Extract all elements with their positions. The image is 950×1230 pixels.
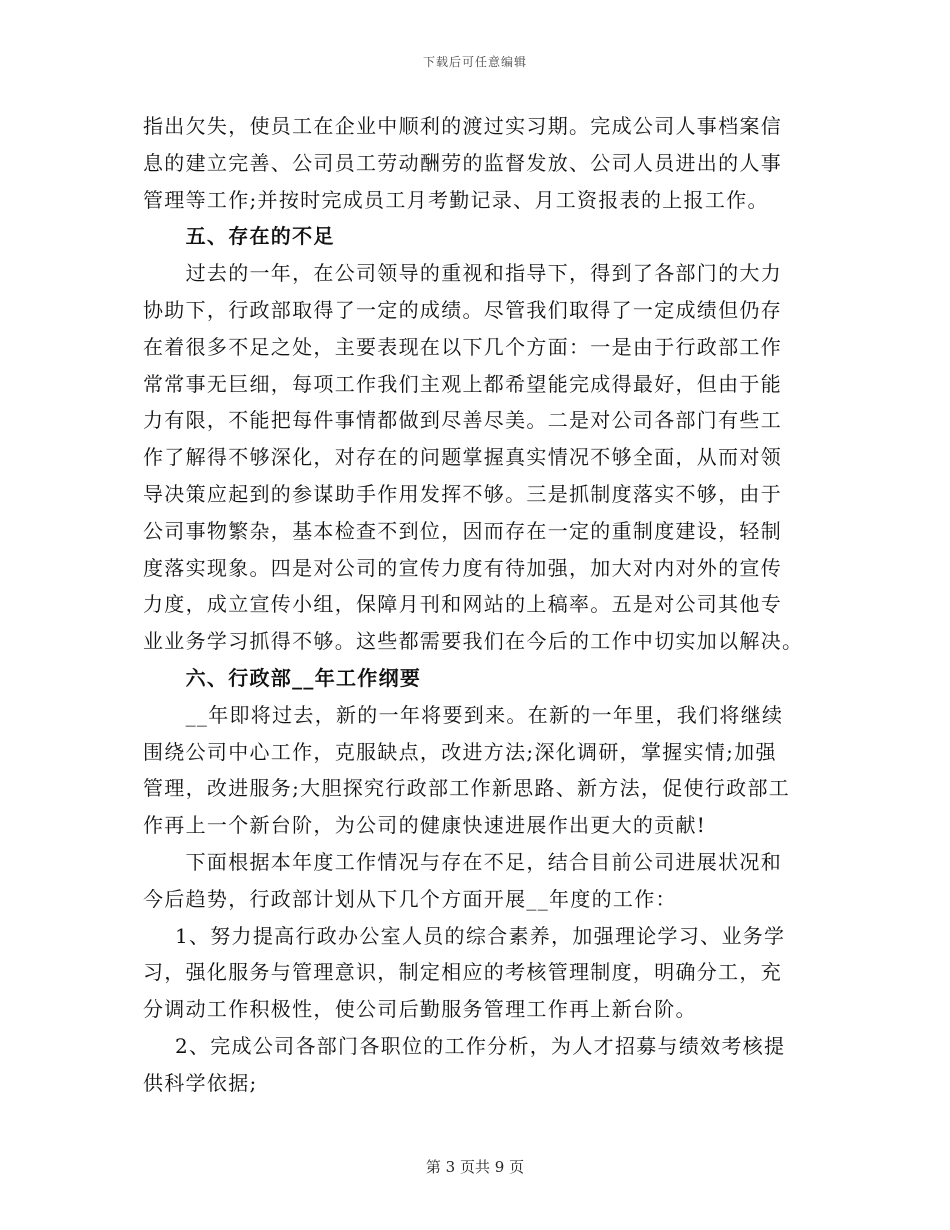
section-heading: 六、行政部__年工作纲要 [185,665,422,690]
page-header: 下载后可任意编辑 [422,55,527,69]
text-line: 下面根据本年度工作情况与存在不足，结合目前公司进展状况和 [185,849,782,874]
text-line: 管理等工作;并按时完成员工月考勤记录、月工资报表的上报工作。 [143,187,769,212]
text-line: 围绕公司中心工作，克服缺点，改进方法;深化调研，掌握实情;加强 [143,739,777,764]
text-line: 息的建立完善、公司员工劳动酬劳的监督发放、公司人员进出的人事 [143,150,782,175]
text-line: 力度，成立宣传小组，保障月刊和网站的上稿率。五是对公司其他专 [143,592,782,617]
text-line: 协助下，行政部取得了一定的成绩。尽管我们取得了一定成绩但仍存 [143,297,782,322]
text-line: 作再上一个新台阶，为公司的健康快速进展作出更大的贡献! [143,813,707,838]
text-line: 指出欠失，使员工在企业中顺利的渡过实习期。完成公司人事档案信 [143,114,782,138]
text-line: 导决策应起到的参谋助手作用发挥不够。三是抓制度落实不够，由于 [143,481,782,506]
text-line: 业业务学习抓得不够。这些都需要我们在今后的工作中切实加以解决。 [143,629,804,654]
text-line: 1、努力提高行政办公室人员的综合素养，加强理论学习、业务学 [174,923,786,948]
text-line: 2、完成公司各部门各职位的工作分析，为人才招募与绩效考核提 [174,1033,786,1058]
text-line: 在着很多不足之处，主要表现在以下几个方面：一是由于行政部工作 [143,334,782,359]
text-line: 常常事无巨细，每项工作我们主观上都希望能完成得最好，但由于能 [143,371,782,396]
text-line: __年即将过去，新的一年将要到来。在新的一年里，我们将继续 [185,702,784,727]
text-line: 分调动工作积极性，使公司后勤服务管理工作再上新台阶。 [143,997,697,1022]
text-line: 管理，改进服务;大胆探究行政部工作新思路、新方法，促使行政部工 [143,776,791,801]
text-line: 今后趋势，行政部计划从下几个方面开展__年度的工作： [143,886,677,911]
section-heading: 五、存在的不足 [185,224,335,249]
document-body [143,108,809,1102]
text-line: 供科学依据; [143,1070,258,1095]
text-line: 习，强化服务与管理意识，制定相应的考核管理制度，明确分工，充 [143,960,782,985]
text-line: 度落实现象。四是对公司的宣传力度有待加强，加大对内对外的宣传 [143,555,782,580]
text-line: 力有限，不能把每件事情都做到尽善尽美。二是对公司各部门有些工 [143,408,782,433]
page-footer: 第 3 页共 9 页 [425,1158,525,1176]
text-line: 过去的一年，在公司领导的重视和指导下，得到了各部门的大力 [185,261,782,286]
text-line: 作了解得不够深化，对存在的问题掌握真实情况不够全面，从而对领 [143,445,782,470]
text-line: 公司事物繁杂，基本检查不到位，因而存在一定的重制度建设，轻制 [143,518,782,543]
